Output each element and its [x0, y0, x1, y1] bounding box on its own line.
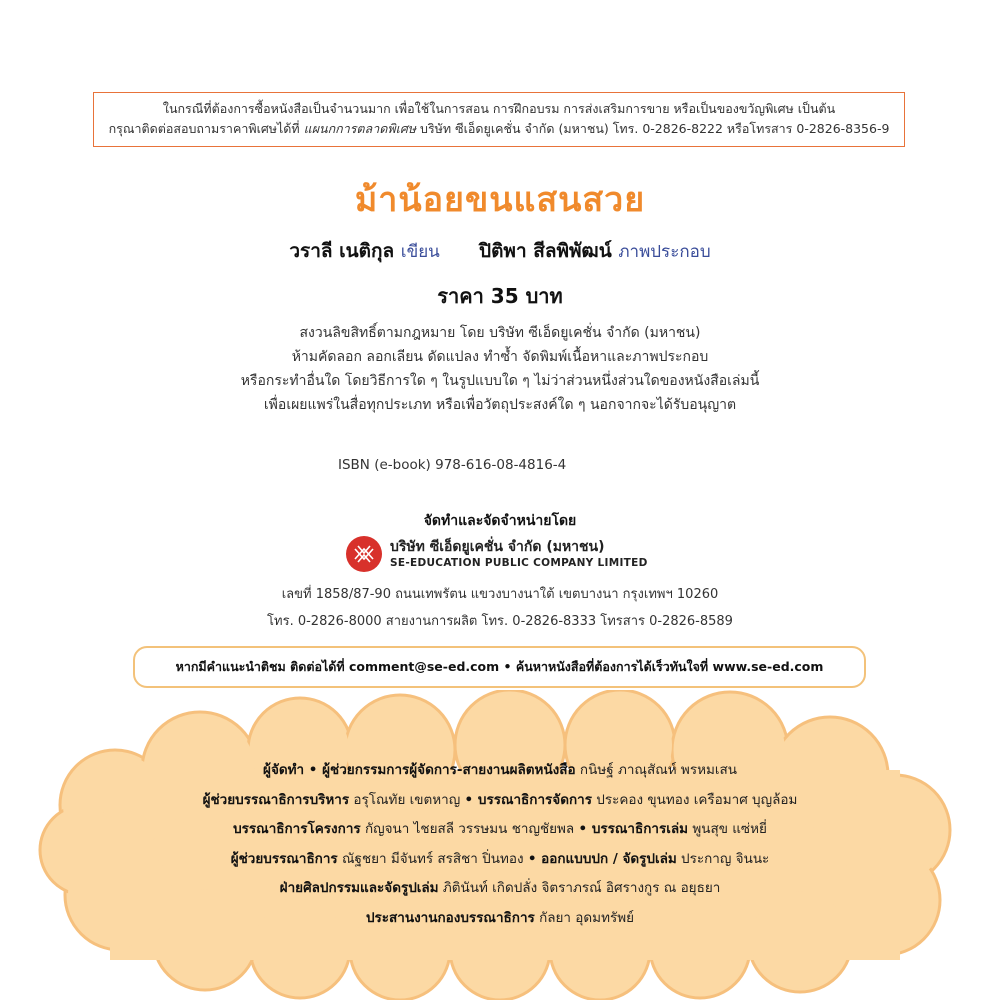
- price: ราคา 35 บาท: [437, 284, 563, 308]
- credit-role: • ออกแบบปก / จัดรูปเล่ม: [527, 850, 677, 867]
- credit-names: พูนสุข แซ่หยี่: [688, 821, 767, 837]
- address-line-1: เลขที่ 1858/87-90 ถนนเทพรัตน แขวงบางนาใต้ เขตบางนา กรุงเทพฯ 10260: [281, 587, 719, 602]
- credit-role: ฝ่ายศิลปกรรมและจัดรูปเล่ม: [279, 880, 439, 896]
- notice-line-2-post: บริษัท ซีเอ็ดยูเคชั่น จำกัด (มหาชน) โทร. 0-2826-8222 หรือโทรสาร 0-2826-8356-9: [416, 121, 890, 136]
- notice-line-2: [94, 119, 904, 139]
- credit-names: ภิตินันท์ เกิดปลั่ง จิตราภรณ์ อิศรางกูร ณ อยุธยา: [438, 880, 721, 896]
- illustrator-role: ภาพประกอบ: [618, 242, 711, 262]
- copyright-line: เพื่อเผยแพร่ในสื่อทุกประเภท หรือเพื่อวัตถุประสงค์ใด ๆ นอกจากจะได้รับอนุญาต: [263, 397, 737, 413]
- publisher-name-thai: บริษัท ซีเอ็ดยูเคชั่น จำกัด (มหาชน): [390, 538, 605, 555]
- credit-names: ณัฐชยา มีจันทร์ สรสิชา ปิ่นทอง: [337, 850, 528, 867]
- publisher-block: [346, 536, 648, 572]
- illustrator-name: ปิติพา สีลพิพัฒน์: [479, 240, 612, 262]
- writer-name: วราลี เนติกุล: [289, 240, 395, 262]
- credit-line: [0, 904, 1000, 934]
- credit-line: [0, 786, 1000, 816]
- notice-line-2-pre: กรุณาติดต่อสอบถามราคาพิเศษได้ที่: [108, 121, 304, 136]
- credit-role: ผู้จัดทำ • ผู้ช่วยกรรมการผู้จัดการ-สายงานผลิตหนังสือ: [263, 762, 576, 778]
- credit-role: • บรรณาธิการจัดการ: [464, 791, 592, 808]
- credit-role: บรรณาธิการโครงการ: [233, 821, 361, 837]
- credit-names: อรุโณทัย เขตหาญ: [349, 791, 465, 808]
- contact-banner: หากมีคำแนะนำติชม ติดต่อได้ที่ comment@se-ed.com • ค้นหาหนังสือที่ต้องการได้เร็วทันใจที่ www.se-ed.com: [133, 646, 866, 688]
- book-title: ม้าน้อยขนแสนสวย: [354, 180, 646, 220]
- copyright-line: หรือกระทำอื่นใด โดยวิธีการใด ๆ ในรูปแบบใด ๆ ไม่ว่าส่วนหนึ่งส่วนใดของหนังสือเล่มนี้: [240, 373, 760, 389]
- credit-names: กัญจนา ไชยสลี วรรษมน ชาญชัยพล: [360, 821, 579, 837]
- writer-role: เขียน: [400, 242, 440, 262]
- credit-line: [0, 874, 1000, 904]
- credit-line: [0, 756, 1000, 786]
- publisher-address: [0, 581, 1000, 635]
- staff-credits: [0, 756, 1000, 933]
- isbn: ISBN (e-book) 978-616-08-4816-4: [338, 457, 567, 473]
- copyright-line: สงวนลิขสิทธิ์ตามกฎหมาย โดย บริษัท ซีเอ็ดยูเคชั่น จำกัด (มหาชน): [299, 325, 701, 341]
- credit-names: ประคอง ขุนทอง เครือมาศ บุญล้อม: [591, 791, 798, 808]
- publisher-name-english: SE-EDUCATION PUBLIC COMPANY LIMITED: [390, 556, 648, 569]
- credit-names: ประกาญ จินนะ: [676, 850, 770, 867]
- produced-by-label: จัดทำและจัดจำหน่ายโดย: [423, 513, 577, 529]
- credit-role: • บรรณาธิการเล่ม: [578, 821, 689, 837]
- credit-names: กัลยา อุดมทรัพย์: [534, 909, 635, 926]
- credit-role: ผู้ช่วยบรรณาธิการ: [230, 850, 338, 867]
- credit-line: [0, 845, 1000, 875]
- copyright-line: ห้ามคัดลอก ลอกเลียน ดัดแปลง ทำซ้ำ จัดพิมพ์เนื้อหาและภาพประกอบ: [291, 349, 709, 365]
- credit-line: [0, 815, 1000, 845]
- publisher-logo-icon: [346, 536, 382, 572]
- credit-names: กนิษฐ์ ภาณุสัณห์ พรหมเสน: [575, 762, 737, 778]
- address-line-2: โทร. 0-2826-8000 สายงานการผลิต โทร. 0-2826-8333 โทรสาร 0-2826-8589: [267, 614, 733, 629]
- credit-role: ผู้ช่วยบรรณาธิการบริหาร: [202, 791, 350, 808]
- copyright-notice: [0, 321, 1000, 417]
- authors-line: [0, 236, 1000, 266]
- notice-department: แผนกการตลาดพิเศษ: [303, 121, 417, 136]
- credit-role: ประสานงานกองบรรณาธิการ: [365, 909, 535, 926]
- notice-line-1: ในกรณีที่ต้องการซื้อหนังสือเป็นจำนวนมาก เพื่อใช้ในการสอน การฝึกอบรม การส่งเสริมการขาย หรือเป็นของขวัญพิเศษ เป็นต้น: [162, 101, 836, 116]
- bulk-order-notice: [93, 92, 905, 147]
